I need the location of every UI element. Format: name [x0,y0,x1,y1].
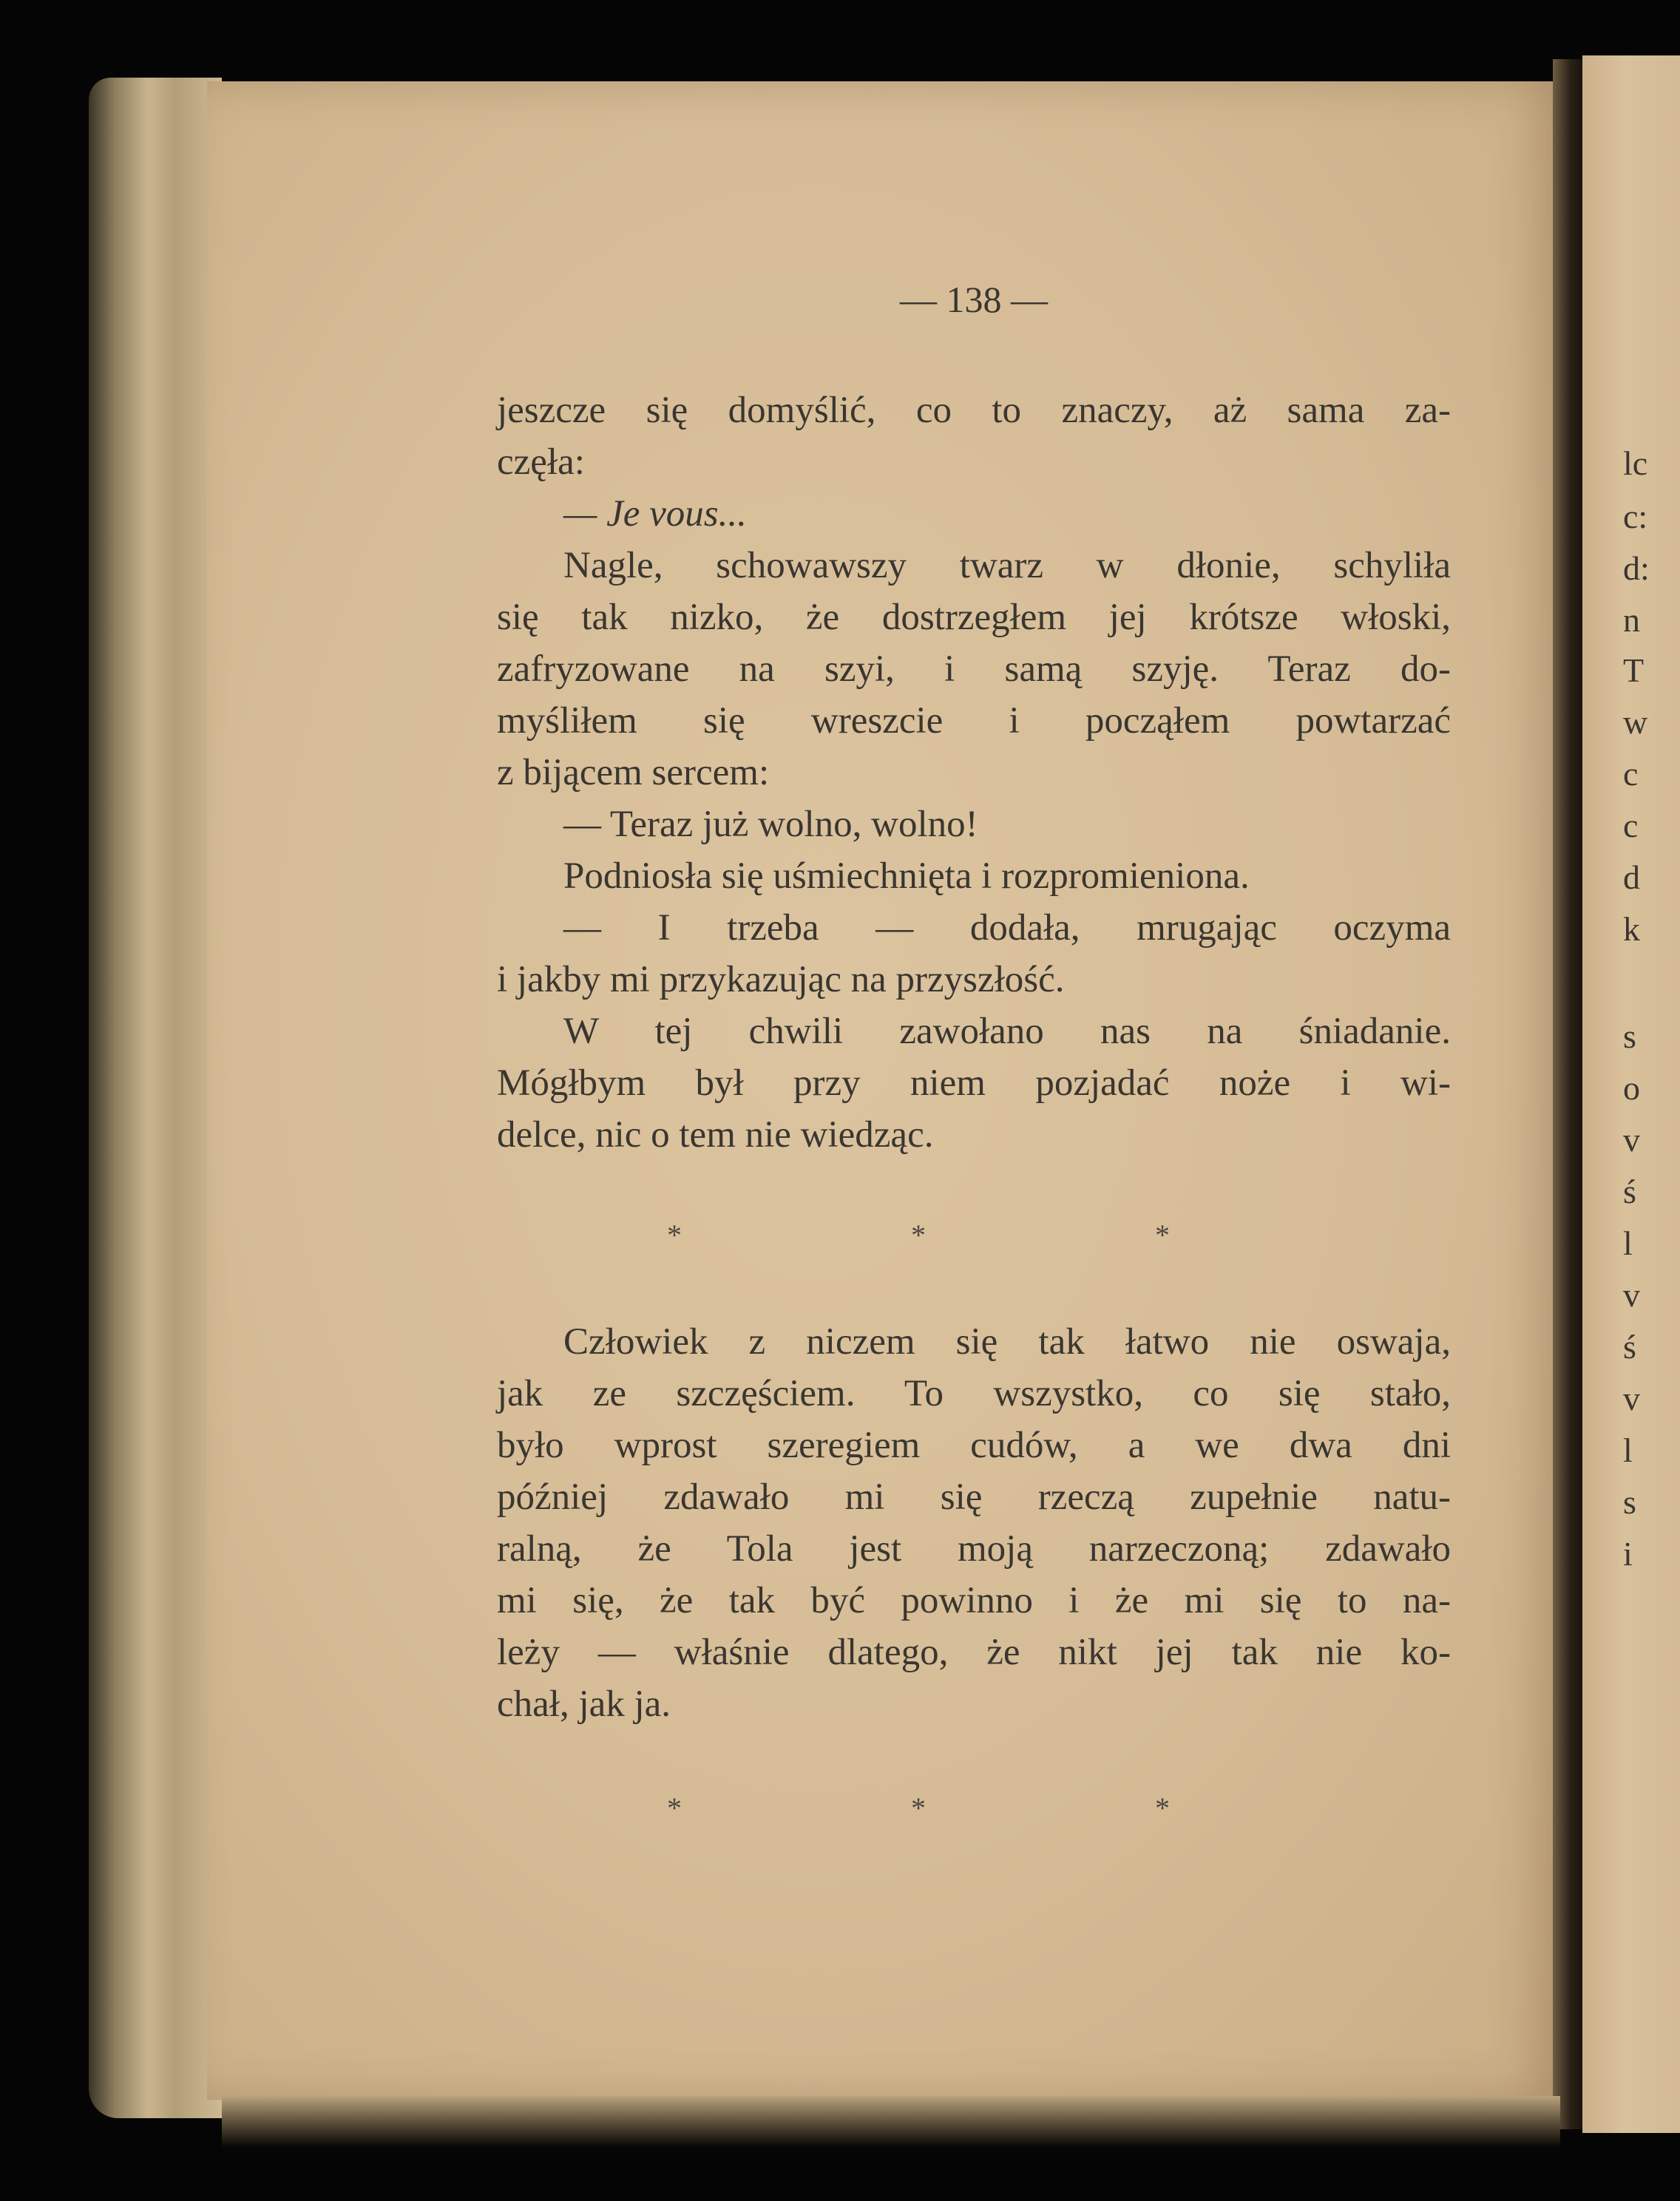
fragment: s [1623,1483,1636,1521]
text-line: ralną, że Tola jest moją narzeczoną; zdawało [497,1528,1451,1570]
fragment: T [1623,651,1645,689]
fragment: l [1623,1431,1633,1469]
page-number: — 138 — [900,279,1048,320]
text-line: chał, jak ja. [497,1683,671,1725]
text-line: myśliłem się wreszcie i począłem powtarzać [497,700,1451,742]
section-separator: * * * [667,1218,1281,1252]
text-line: i jakby mi przykazując na przyszłość. [497,959,1065,1000]
text-line: Nagle, schowawszy twarz w dłonie, schyliła [563,545,1451,586]
dialogue-line: — Teraz już wolno, wolno! [563,804,978,845]
fragment: n [1623,601,1640,639]
section-separator: * * * [667,1791,1281,1825]
fragment: d [1623,858,1640,896]
text-line: się tak nizko, że dostrzegłem jej krótsze włoski, [497,597,1451,638]
fragment: ś [1623,1328,1636,1366]
book-page-edges [89,78,222,2118]
book-bottom-edge [222,2096,1560,2148]
fragment: o [1623,1069,1640,1107]
fragment: k [1623,910,1640,948]
fragment: i [1623,1535,1633,1573]
text-line: leży — właśnie dlatego, że nikt jej tak nie ko- [497,1632,1451,1673]
fragment: l [1623,1224,1633,1262]
text-line: Podniosła się uśmiechnięta i rozpromieniona. [563,855,1250,897]
text-line: delce, nic o tem nie wiedząc. [497,1114,934,1156]
fragment: s [1623,1017,1636,1055]
fragment: ś [1623,1173,1636,1210]
fragment: c [1623,807,1639,844]
text-line: jak ze szczęściem. To wszystko, co się stało, [497,1373,1451,1414]
fragment: d: [1623,549,1650,587]
fragment: c [1623,755,1639,793]
fragment: v [1623,1380,1640,1417]
text-line: — I trzeba — dodała, mrugając oczyma [563,907,1451,949]
text-line: z bijącem sercem: [497,752,770,793]
text-line: mi się, że tak być powinno i że mi się to na- [497,1580,1451,1621]
text-line: później zdawało mi się rzeczą zupełnie natu- [497,1476,1451,1518]
text-line: Człowiek z niczem się tak łatwo nie oswaja, [563,1321,1451,1363]
dialogue-line: — Je vous... [563,493,747,535]
text-line: częła: [497,441,585,483]
text-line: było wprost szeregiem cudów, a we dwa dni [497,1425,1451,1466]
fragment: w [1623,703,1648,741]
fragment: v [1623,1276,1640,1314]
fragment: v [1623,1121,1640,1159]
text-line: jeszcze się domyślić, co to znaczy, aż sama za- [497,390,1451,431]
book-spine [1553,59,1582,2129]
text-line: zafryzowane na szyi, i samą szyję. Teraz do- [497,648,1451,690]
text-line: Mógłbym był przy niem pozjadać noże i wi- [497,1062,1451,1104]
fragment: lc [1623,444,1648,482]
fragment: c: [1623,498,1648,535]
text-line: W tej chwili zawołano nas na śniadanie. [563,1011,1451,1052]
